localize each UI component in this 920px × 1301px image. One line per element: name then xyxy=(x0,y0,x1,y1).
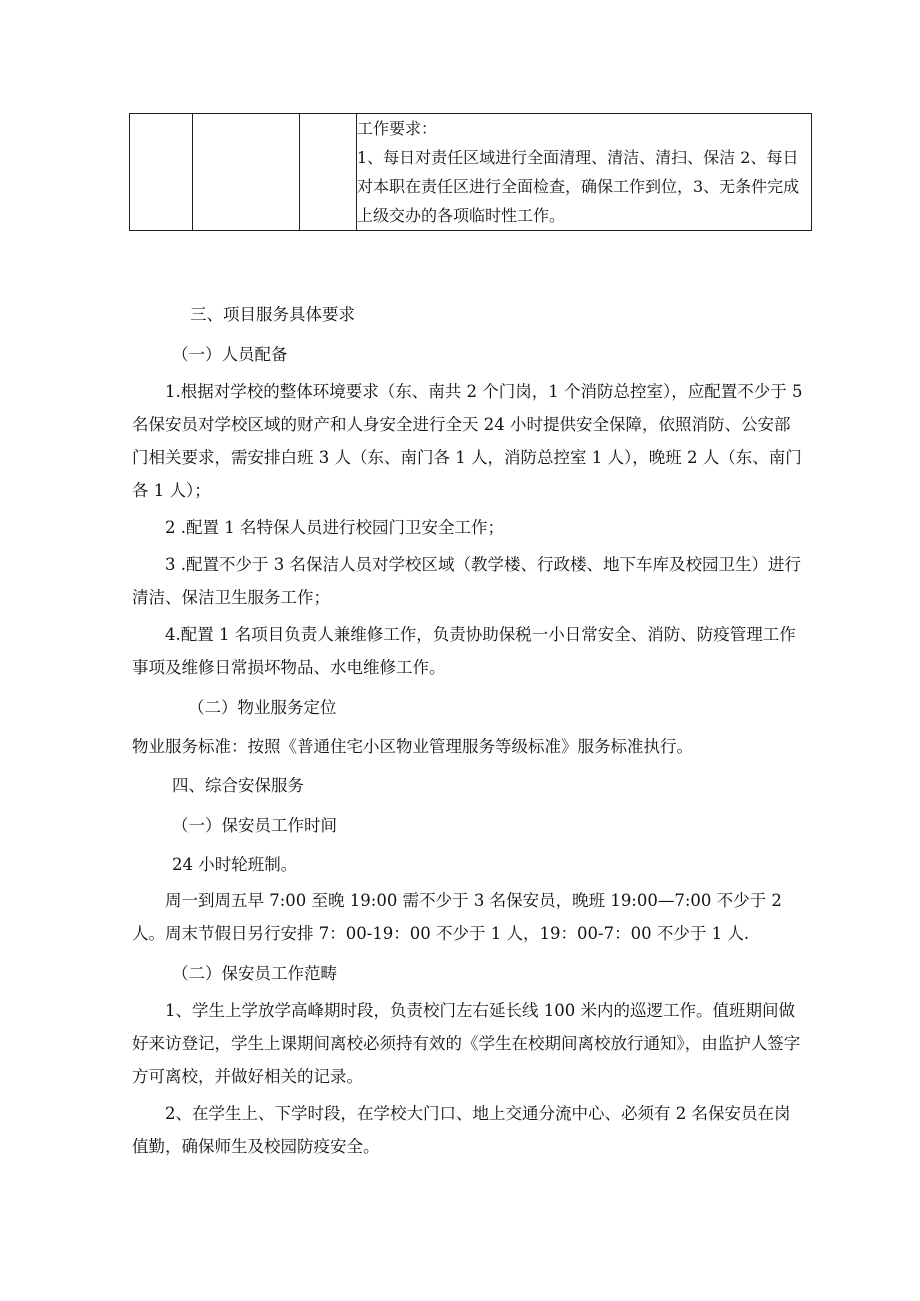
table-cell-empty-1 xyxy=(130,114,193,231)
staffing-item-4: 4.配置 1 名项目负责人兼维修工作，负责协助保税一小日常安全、消防、防疫管理工作事项及维修日常损坏物品、水电维修工作。 xyxy=(132,625,796,677)
service-standard: 物业服务标准：按照《普通住宅小区物业管理服务等级标准》服务标准执行。 xyxy=(132,737,693,756)
section-4-1-heading: （一）保安员工作时间 xyxy=(172,816,337,835)
section-3-heading: 三、项目服务具体要求 xyxy=(190,305,355,324)
work-requirements-body: 1、每日对责任区域进行全面清理、清洁、清扫、保洁 2、每日对本职在责任区进行全面检查，确保工作到位，3、无条件完成上级交办的各项临时性工作。 xyxy=(357,148,800,225)
work-requirements-title: 工作要求： xyxy=(357,119,438,138)
section-4-2-heading: （二）保安员工作范畴 xyxy=(172,964,337,983)
duty-table xyxy=(129,113,812,231)
staffing-item-3: 3 .配置不少于 3 名保洁人员对学校区域（教学楼、行政楼、地下车库及校园卫生）进行清洁、保洁卫生服务工作； xyxy=(132,555,801,607)
table-cell-empty-2 xyxy=(193,114,300,231)
section-3-1-heading: （一）人员配备 xyxy=(172,345,288,364)
table-cell-empty-3 xyxy=(300,114,357,231)
guard-schedule: 周一到周五早 7:00 至晚 19:00 需不少于 3 名保安员，晚班 19:00—7:00 不少于 2 人。周末节假日另行安排 7：00-19：00 不少于 1 人，19：00-7：00 不少于 1 人. xyxy=(132,891,782,943)
guard-scope-2: 2、在学生上、下学时段，在学校大门口、地上交通分流中心、必须有 2 名保安员在岗值勤，确保师生及校园防疫安全。 xyxy=(132,1104,791,1156)
section-4-heading: 四、综合安保服务 xyxy=(172,776,304,795)
shift-system: 24 小时轮班制。 xyxy=(172,855,298,874)
table-row xyxy=(130,114,812,231)
guard-scope-1: 1、学生上学放学高峰期时段，负责校门左右延长线 100 米内的巡逻工作。值班期间做好来访登记，学生上课期间离校必须持有效的《学生在校期间离校放行通知》，由监护人签字方可离校，并做好相关的记录。 xyxy=(132,1001,801,1086)
document-body xyxy=(132,295,804,1167)
section-3-2-heading: （二）物业服务定位 xyxy=(188,698,337,717)
staffing-item-1: 1.根据对学校的整体环境要求（东、南共 2 个门岗，1 个消防总控室），应配置不少于 5 名保安员对学校区域的财产和人身安全进行全天 24 小时提供安全保障，依照消防、公安部门相关要求，需安排白班 3 人（东、南门各 1 人，消防总控室 1 人），晚班 2 人（东、南门各 1 人）； xyxy=(132,382,803,500)
staffing-item-2: 2 .配置 1 名特保人员进行校园门卫安全工作； xyxy=(165,518,504,537)
table-cell-work-requirements xyxy=(357,114,812,231)
